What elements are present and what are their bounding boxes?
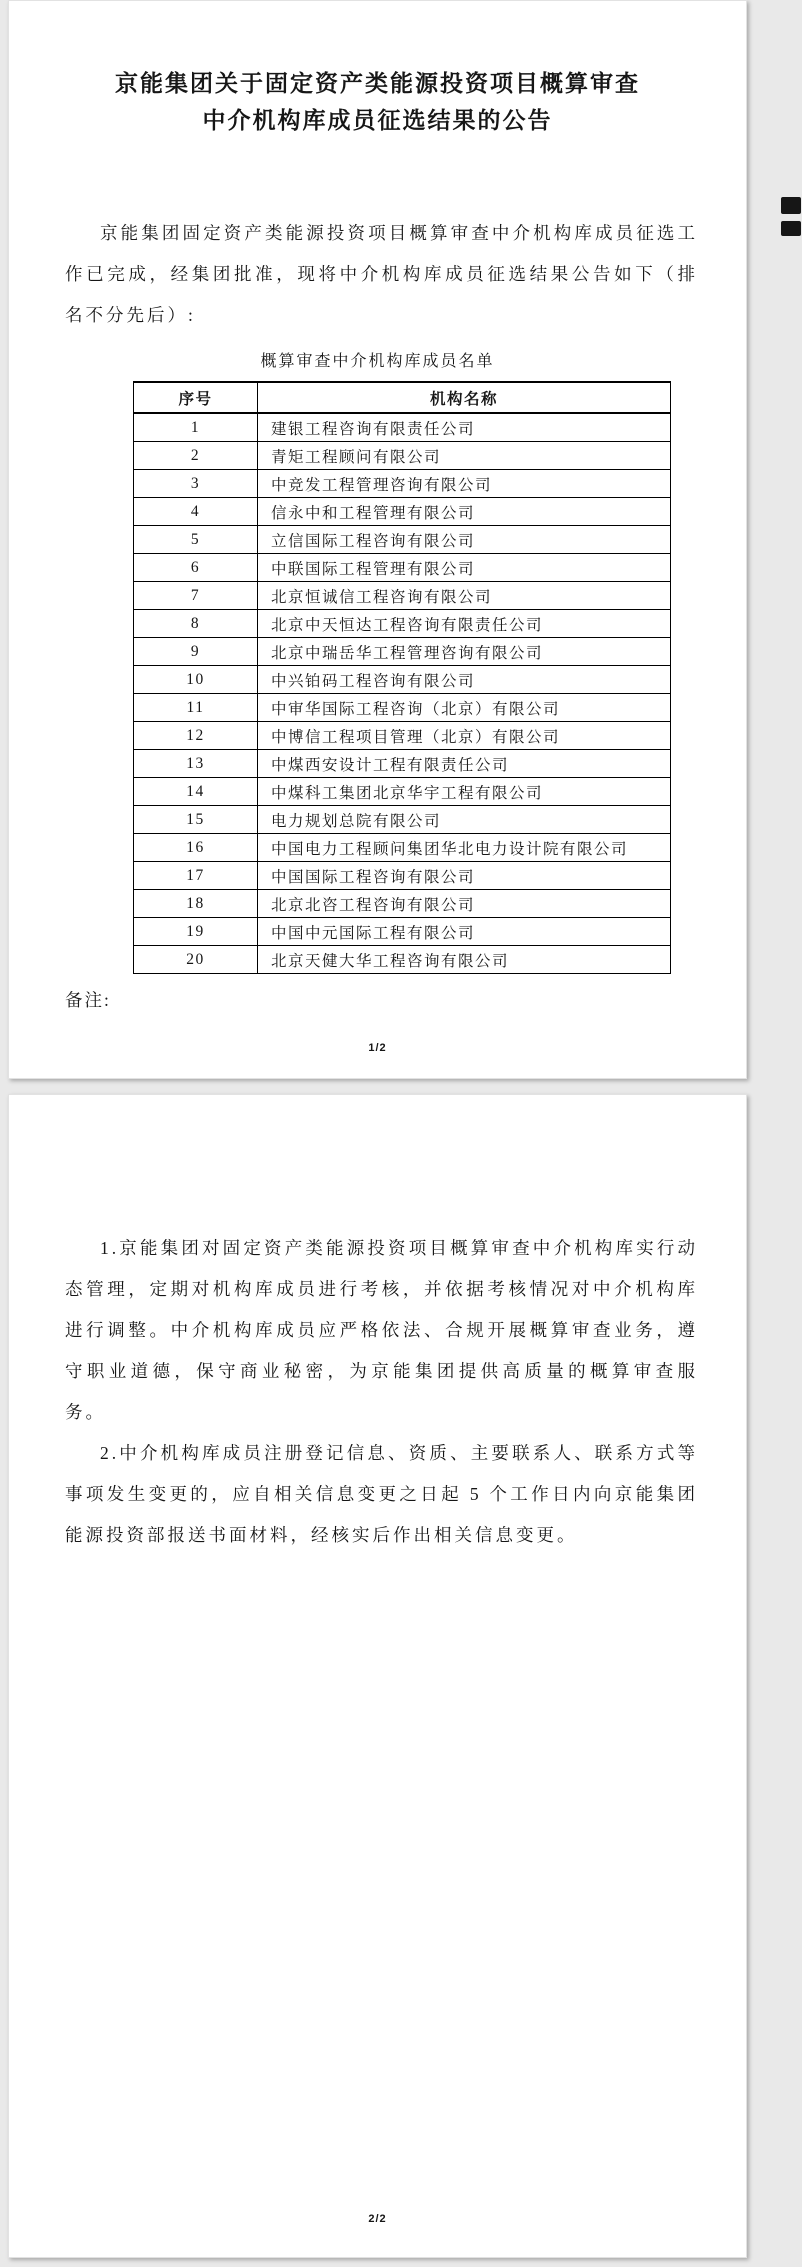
- table-row: [134, 750, 671, 778]
- table-row: [134, 890, 671, 918]
- table-row: [134, 862, 671, 890]
- org-name: 北京中天恒达工程咨询有限责任公司: [258, 610, 671, 638]
- org-name: 北京北咨工程咨询有限公司: [258, 890, 671, 918]
- table-header-row: [134, 382, 671, 413]
- row-index: 9: [134, 638, 258, 666]
- org-name: 中审华国际工程咨询（北京）有限公司: [258, 694, 671, 722]
- remark-label: 备注:: [65, 990, 111, 1010]
- row-index: 20: [134, 946, 258, 974]
- row-index: 13: [134, 750, 258, 778]
- org-name: 中联国际工程管理有限公司: [258, 554, 671, 582]
- member-table: [133, 381, 671, 974]
- page-2-content: [9, 1095, 746, 1556]
- document-title: [39, 65, 716, 139]
- table-row: [134, 946, 671, 974]
- row-index: 2: [134, 442, 258, 470]
- row-index: 7: [134, 582, 258, 610]
- org-name: 信永中和工程管理有限公司: [258, 498, 671, 526]
- table-row: [134, 526, 671, 554]
- row-index: 19: [134, 918, 258, 946]
- table-row: [134, 442, 671, 470]
- column-header-index: 序号: [134, 382, 258, 413]
- org-name: 建银工程咨询有限责任公司: [258, 413, 671, 442]
- table-row: [134, 778, 671, 806]
- document-page-1: [8, 0, 747, 1079]
- table-row: [134, 610, 671, 638]
- row-index: 6: [134, 554, 258, 582]
- document-title-line2: 中介机构库成员征选结果的公告: [202, 108, 553, 133]
- table-row: [134, 694, 671, 722]
- row-index: 4: [134, 498, 258, 526]
- org-name: 北京中瑞岳华工程管理咨询有限公司: [258, 638, 671, 666]
- row-index: 3: [134, 470, 258, 498]
- row-index: 11: [134, 694, 258, 722]
- document-page-2: [8, 1094, 747, 2258]
- intro-paragraph: 京能集团固定资产类能源投资项目概算审查中介机构库成员征选工作已完成，经集团批准，现将中介机构库成员征选结果公告如下（排名不分先后）:: [65, 223, 698, 325]
- row-index: 1: [134, 413, 258, 442]
- org-name: 中煤科工集团北京华宇工程有限公司: [258, 778, 671, 806]
- scan-artifact-top: [781, 197, 801, 214]
- document-title-line1: 京能集团关于固定资产类能源投资项目概算审查: [115, 71, 640, 96]
- org-name: 中国电力工程顾问集团华北电力设计院有限公司: [258, 834, 671, 862]
- org-name: 北京天健大华工程咨询有限公司: [258, 946, 671, 974]
- page-number-2: 2/2: [368, 2213, 387, 2225]
- table-row: [134, 918, 671, 946]
- row-index: 5: [134, 526, 258, 554]
- table-row: [134, 582, 671, 610]
- org-name: 中博信工程项目管理（北京）有限公司: [258, 722, 671, 750]
- row-index: 12: [134, 722, 258, 750]
- org-name: 青矩工程顾问有限公司: [258, 442, 671, 470]
- table-row: [134, 638, 671, 666]
- table-row: [134, 666, 671, 694]
- org-name: 中国中元国际工程有限公司: [258, 918, 671, 946]
- row-index: 15: [134, 806, 258, 834]
- column-header-org-name: 机构名称: [258, 382, 671, 413]
- org-name: 电力规划总院有限公司: [258, 806, 671, 834]
- row-index: 14: [134, 778, 258, 806]
- row-index: 16: [134, 834, 258, 862]
- org-name: 立信国际工程咨询有限公司: [258, 526, 671, 554]
- org-name: 中竞发工程管理咨询有限公司: [258, 470, 671, 498]
- table-caption: 概算审查中介机构库成员名单: [260, 353, 495, 370]
- terms-paragraph-2: 2.中介机构库成员注册登记信息、资质、主要联系人、联系方式等事项发生变更的，应自相关信息变更之日起 5 个工作日内向京能集团能源投资部报送书面材料，经核实后作出相关信息变更。: [65, 1443, 698, 1545]
- table-row: [134, 722, 671, 750]
- table-row: [134, 413, 671, 442]
- table-row: [134, 498, 671, 526]
- org-name: 中煤西安设计工程有限责任公司: [258, 750, 671, 778]
- scan-artifact-bottom: [781, 221, 801, 236]
- page-number-1: 1/2: [368, 1042, 387, 1054]
- row-index: 10: [134, 666, 258, 694]
- table-row: [134, 834, 671, 862]
- org-name: 中国国际工程咨询有限公司: [258, 862, 671, 890]
- org-name: 北京恒诚信工程咨询有限公司: [258, 582, 671, 610]
- member-table-body: [134, 413, 671, 974]
- row-index: 17: [134, 862, 258, 890]
- member-table-header: [134, 382, 671, 413]
- table-row: [134, 806, 671, 834]
- terms-paragraph-1: 1.京能集团对固定资产类能源投资项目概算审查中介机构库实行动态管理，定期对机构库成员进行考核，并依据考核情况对中介机构库进行调整。中介机构库成员应严格依法、合规开展概算审查业务，遵守职业道德，保守商业秘密，为京能集团提供高质量的概算审查服务。: [65, 1238, 698, 1422]
- table-row: [134, 470, 671, 498]
- table-row: [134, 554, 671, 582]
- row-index: 8: [134, 610, 258, 638]
- org-name: 中兴铂码工程咨询有限公司: [258, 666, 671, 694]
- row-index: 18: [134, 890, 258, 918]
